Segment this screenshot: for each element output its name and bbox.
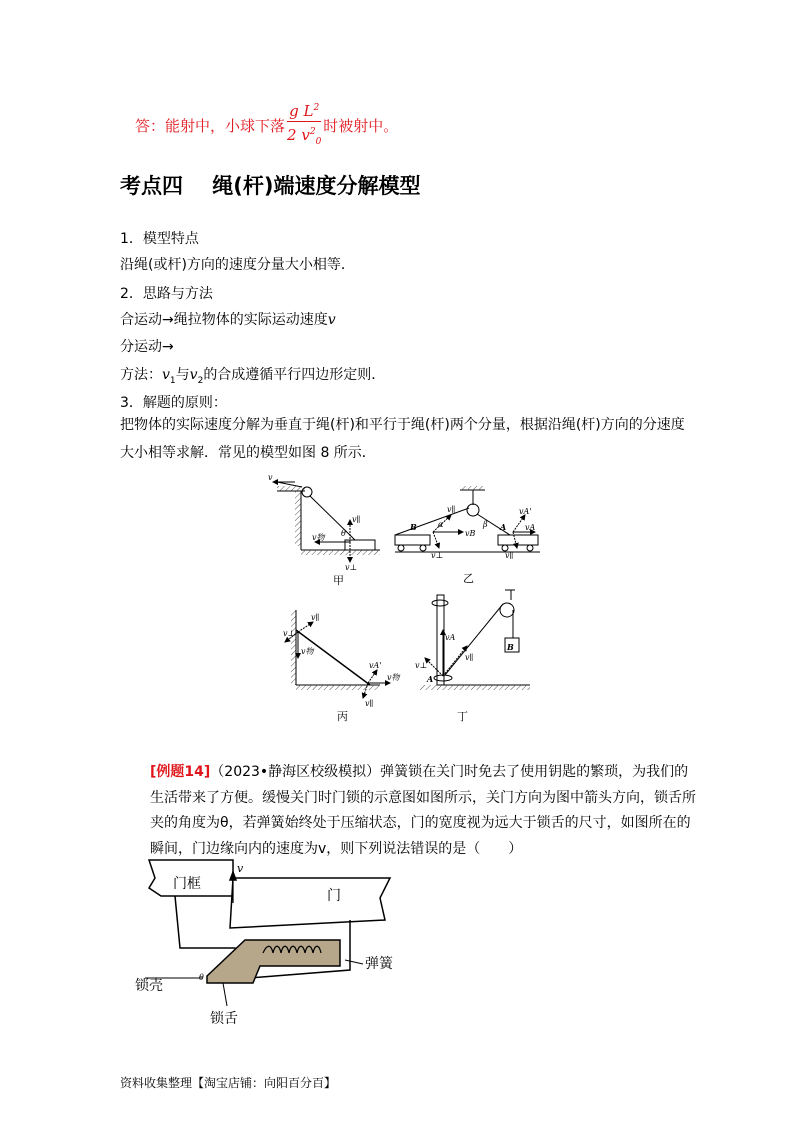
answer-prefix: 答：能射中，小球下落	[135, 116, 286, 135]
denominator-exponent: 2	[309, 127, 316, 137]
jia-caption: 甲	[333, 574, 344, 587]
method-and: 与	[175, 367, 190, 383]
method-v2-sub: 2	[197, 375, 204, 386]
fraction-denominator	[287, 122, 321, 152]
bing-vperp-label: v⊥	[283, 629, 296, 638]
section2-method	[120, 364, 385, 386]
example-label: [例题14]	[150, 764, 211, 780]
spring-lock-figure	[135, 858, 425, 1028]
jia-theta-label: θ	[341, 529, 346, 538]
footer-source: 资料收集整理【淘宝店铺：向阳百分百】	[120, 1076, 337, 1090]
section-heading: 考点四 绳(杆)端速度分解模型	[120, 174, 421, 198]
bing-caption: 丙	[337, 710, 348, 723]
numerator-exponent: 2	[313, 103, 320, 113]
figure-8-models	[255, 470, 555, 725]
model-jia	[268, 473, 380, 587]
section2-line1	[120, 309, 336, 329]
model-yi	[395, 486, 540, 585]
model-ding	[415, 590, 530, 723]
section1-text: 沿绳(或杆)方向的速度分量大小相等．	[120, 257, 355, 273]
section2-title: 2．思路与方法	[120, 286, 213, 302]
fraction-numerator	[287, 98, 321, 122]
yi-vA-label: vA	[525, 523, 536, 532]
lock-v-label: v	[237, 862, 244, 875]
answer-fraction	[287, 98, 321, 152]
bing-vpar-label: v∥	[311, 613, 320, 622]
ding-vA-label: vA	[445, 633, 456, 642]
yi-A-label: A	[500, 522, 507, 532]
yi-vpar-label: v∥	[447, 505, 456, 514]
yi-vA-prime-label: vA'	[519, 507, 532, 516]
bing-vobj2-label: v物	[387, 673, 400, 682]
ding-vperp-label: v⊥	[415, 661, 428, 670]
method-v1: v	[162, 367, 170, 383]
lock-tongue-label: 锁舌	[210, 1011, 238, 1027]
answer-line	[135, 98, 398, 152]
method-suffix: 的合成遵循平行四边形定则．	[203, 367, 386, 383]
section2-line1-var: v	[327, 312, 336, 328]
jia-vpar-label: v∥	[352, 515, 361, 524]
denominator-v: v	[301, 126, 310, 144]
yi-caption: 乙	[463, 572, 474, 585]
bing-vA-prime-label: vA'	[369, 661, 382, 670]
spring-label: 弹簧	[365, 956, 393, 972]
jia-v-label: v	[268, 473, 273, 482]
yi-vperp-label: v⊥	[431, 551, 444, 560]
example-text: （2023•静海区校级模拟）弹簧锁在关门时免去了使用钥匙的繁琐，为我们的生活带来了方便。缓慢关门时门锁的示意图如图所示，关门方向为图中箭头方向，锁舌所夹的角度为θ，若弹簧始终处于压缩状态，门的宽度视为远大于锁舌的尺寸，如图所在的瞬间，门边缘向内的速度为v，则下列说法错误的是（ ）	[150, 764, 696, 857]
yi-vB-label: vB	[465, 529, 476, 538]
denominator-2: 2	[287, 126, 297, 144]
method-v2: v	[189, 367, 198, 383]
section3-text: 把物体的实际速度分解为垂直于绳(杆)和平行于绳(杆)两个分量，根据沿绳(杆)方向的分速度大小相等求解．常见的模型如图 8 所示．	[120, 417, 685, 461]
numerator-g: g	[289, 102, 299, 120]
answer-suffix: 时被射中。	[323, 116, 399, 135]
lock-shell-label: 锁壳	[135, 978, 163, 994]
lock-theta-label: θ	[199, 973, 204, 982]
yi-vpar2-label: v∥	[505, 551, 514, 560]
section2-line1-text: 合运动→绳拉物体的实际运动速度	[120, 312, 328, 328]
method-prefix: 方法：	[120, 367, 162, 383]
model-bing	[283, 610, 401, 723]
ding-B-label: B	[507, 642, 514, 652]
section1-title: 1．模型特点	[120, 231, 199, 247]
ding-caption: 丁	[457, 710, 468, 723]
ding-vpar-label: v∥	[465, 653, 474, 662]
method-v1-sub: 1	[169, 375, 176, 386]
yi-B-label: B	[410, 522, 417, 532]
door-shape	[230, 878, 390, 928]
section3-title: 3．解题的原则：	[120, 395, 227, 411]
yi-beta-label: β	[483, 520, 488, 529]
example-14	[150, 760, 698, 862]
bing-vpar2-label: v∥	[365, 699, 374, 708]
door-label: 门	[327, 888, 341, 904]
section2-line2: 分运动→	[120, 339, 174, 355]
yi-alpha-label: α	[438, 520, 444, 529]
jia-vobj-label: v物	[312, 533, 325, 542]
door-frame-label: 门框	[173, 876, 201, 892]
denominator-subscript: 0	[315, 137, 322, 147]
ding-A-label: A	[427, 674, 434, 684]
jia-vperp-label: v⊥	[345, 563, 358, 572]
numerator-L: L	[303, 102, 314, 120]
bing-vobj-label: v物	[301, 647, 314, 656]
